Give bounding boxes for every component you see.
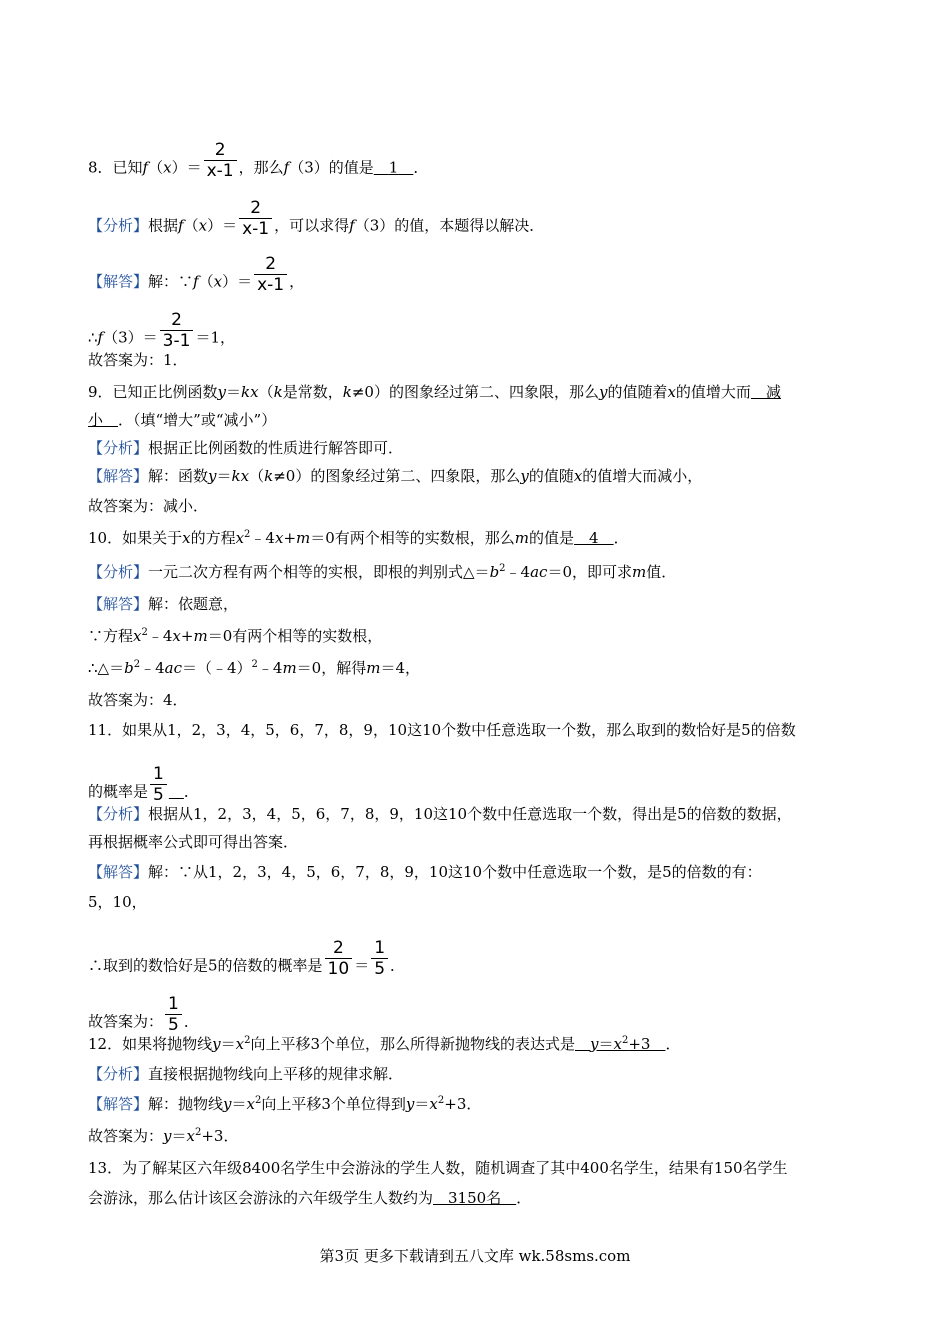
q9-question-line2: 小 ．（填“增大”或“减小”） (88, 411, 277, 429)
q12-analysis: 【分析】直接根据抛物线向上平移的规律求解． (88, 1065, 404, 1083)
q11-question-line1: 11．如果从1，2，3，4，5，6，7，8，9，10这10个数中任意选取一个数，那么取到的数恰好是5的倍数 (88, 721, 796, 739)
q10-solution-step2: $\therefore\triangle=b^2﹣4ac=(﹣4)^2﹣4m=0$，解得m＝4， (88, 659, 420, 677)
answer-blank: 3150名 (433, 1189, 517, 1207)
solution-tag: 【解答】 (88, 595, 149, 613)
q11-analysis-line2: 再根据概率公式即可得出答案． (88, 833, 299, 851)
q10-final: 故答案为：4． (88, 691, 188, 709)
q8-step: ∴f（3）＝ $\frac{2}{3-1}$ ＝1， (88, 310, 235, 351)
fraction: $\frac{2}{3-1}$ (160, 310, 194, 351)
page-footer: 第3页 更多下载请到五八文库 wk.58sms.com (319, 1247, 631, 1265)
q9-question-line1: 9．已知正比例函数y＝kx（k是常数，k≠0）的图象经过第二、四象限，那么y的值随着x的值增大而 减 (88, 383, 781, 401)
analysis-tag: 【分析】 (88, 805, 149, 823)
answer-blank: $y=x^2+3$ (590, 1035, 666, 1053)
fraction: $\frac{2}{x-1}$ (204, 140, 237, 181)
q9-analysis: 【分析】根据正比例函数的性质进行解答即可． (88, 439, 404, 457)
q10-solution-step1: ∵方程$x^2﹣4x+m=0$有两个相等的实数根， (88, 627, 383, 645)
q8-final: 故答案为：1． (88, 351, 188, 369)
q11-solution-line1: 【解答】解：∵从1，2，3，4，5，6，7，8，9，10这10个数中任意选取一个数，是5的倍数的有： (88, 863, 762, 881)
q12-question: 12．如果将抛物线$y=x^2$向上平移3个单位，那么所得新抛物线的表达式是 $y=x^2+3$ ． (88, 1035, 681, 1053)
answer-blank: 1 (388, 158, 399, 177)
fraction: $\frac{2}{x-1}$ (239, 198, 272, 239)
solution-tag: 【解答】 (88, 863, 149, 881)
analysis-tag: 【分析】 (88, 439, 149, 457)
q13-question-line1: 13．为了解某区六年级8400名学生中会游泳的学生人数，随机调查了其中400名学生，结果有150名学生 (88, 1159, 788, 1177)
q9-solution: 【解答】解：函数y＝kx（k≠0）的图象经过第二、四象限，那么y的值随x的值增大而减小， (88, 467, 703, 485)
fraction: $\frac{1}{5}$ (150, 764, 167, 805)
analysis-tag: 【分析】 (88, 216, 149, 235)
q12-final: 故答案为：$y=x^2+3$． (88, 1127, 239, 1145)
solution-tag: 【解答】 (88, 272, 149, 291)
q12-solution: 【解答】解：抛物线$y=x^2$向上平移3个单位得到$y=x^2+3$． (88, 1095, 482, 1113)
q11-final: 故答案为： $\frac{1}{5}$ ． (88, 994, 199, 1035)
q10-solution: 【解答】解：依题意， (88, 595, 239, 613)
solution-tag: 【解答】 (88, 467, 149, 485)
analysis-tag: 【分析】 (88, 563, 149, 581)
fraction: $\frac{2}{x-1}$ (254, 254, 287, 295)
answer-blank: 4 (574, 529, 614, 547)
answer-blank (148, 764, 184, 805)
fraction: $\frac{2}{10}$ (325, 938, 353, 979)
q8-analysis: 【分析】根据f（x）＝ $\frac{2}{x-1}$ ，可以求得f（3）的值，本题得以解决． (88, 198, 545, 239)
q11-question-line2: 的概率是 $\frac{1}{5}$ ． (88, 764, 199, 805)
q8-solution: 【解答】解：∵f（x）＝ $\frac{2}{x-1}$ ， (88, 254, 305, 295)
fraction: $\frac{1}{5}$ (165, 994, 182, 1035)
q11-solution-line2: 5，10， (88, 893, 147, 911)
analysis-tag: 【分析】 (88, 1065, 149, 1083)
fraction: $\frac{1}{5}$ (371, 938, 388, 979)
answer-blank: 减 (750, 383, 781, 401)
q13-question-line2: 会游泳，那么估计该区会游泳的六年级学生人数约为 3150名 ． (88, 1189, 532, 1207)
q10-question: 10．如果关于x的方程$x^2﹣4x+m=0$有两个相等的实数根，那么m的值是 4 ． (88, 529, 629, 547)
q8-question: 8．已知f（x）＝ $\frac{2}{x-1}$ ，那么f（3）的值是 1 ． (88, 140, 429, 181)
q11-solution-step: ∴取到的数恰好是5的倍数的概率是 $\frac{2}{10}$ ＝ $\frac{1}{5}$ ． (88, 938, 406, 979)
q9-final: 故答案为：减小． (88, 497, 209, 515)
solution-tag: 【解答】 (88, 1095, 149, 1113)
q10-analysis: 【分析】一元二次方程有两个相等的实根，即根的判别式$\triangle=b^2﹣4ac=0$，即可求m值． (88, 563, 677, 581)
q11-analysis-line1: 【分析】根据从1，2，3，4，5，6，7，8，9，10这10个数中任意选取一个数，得出是5的倍数的数据， (88, 805, 792, 823)
answer-blank: 小 (88, 411, 119, 429)
